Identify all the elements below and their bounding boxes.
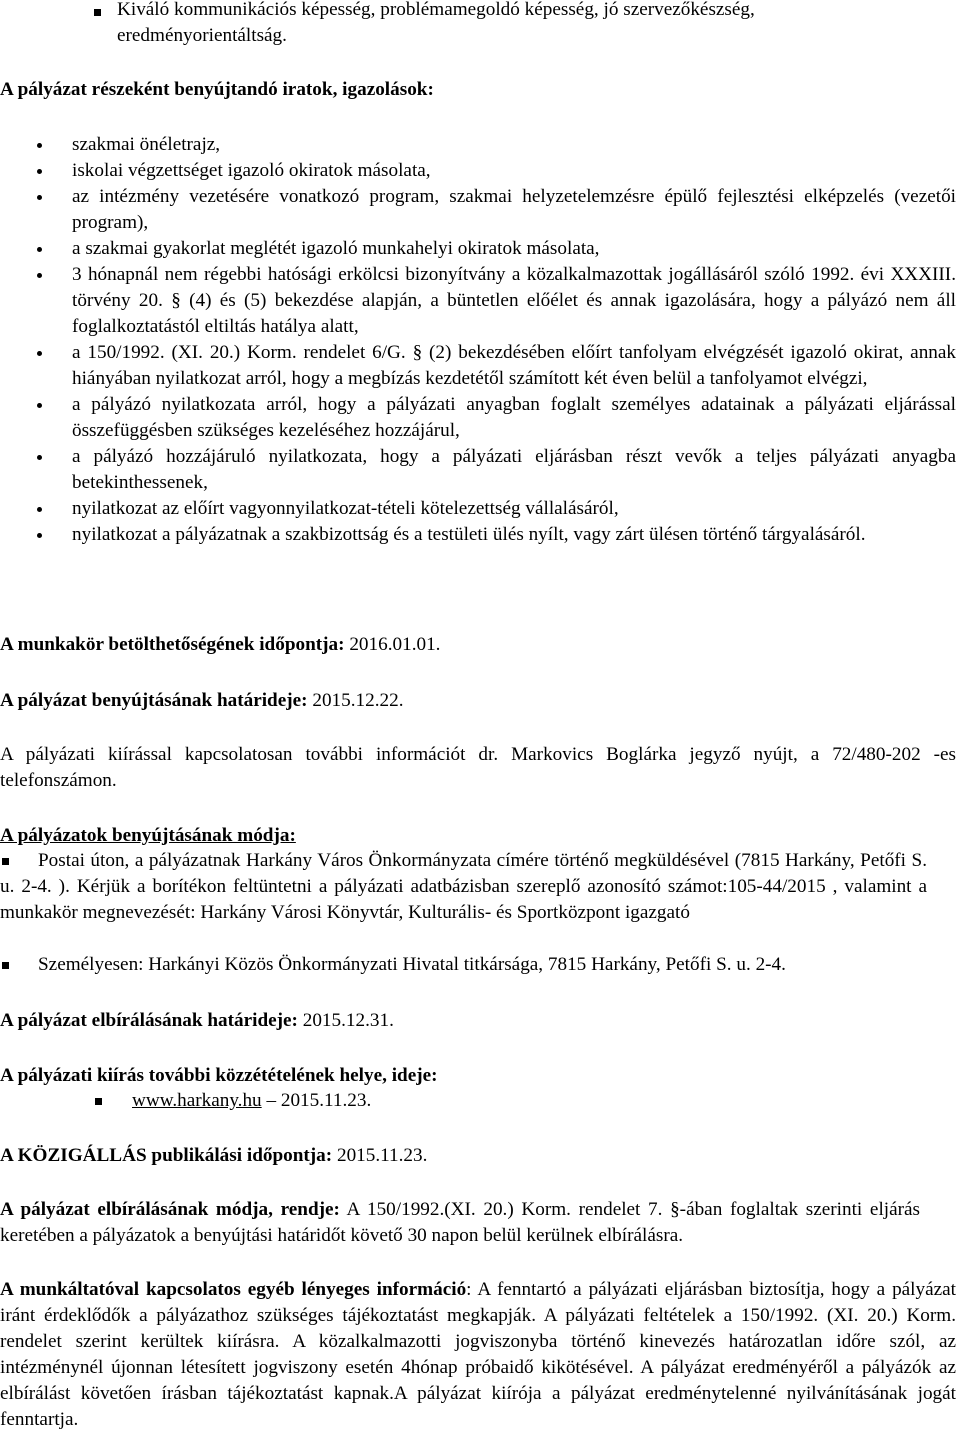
document-list-item-text: a pályázó hozzájáruló nyilatkozata, hogy a pályázati eljárásban részt vevők a teljes pályázati anyagba betekinthessenek, bbox=[72, 446, 956, 493]
bullet-dot-icon bbox=[37, 533, 42, 538]
square-bullet-icon bbox=[94, 9, 101, 16]
bullet-dot-icon bbox=[37, 507, 42, 512]
requirement-item: Kiváló kommunikációs képesség, problémamegoldó képesség, jó szervezőkészség, eredményorientáltság. bbox=[117, 0, 755, 46]
document-list-item-text: iskolai végzettséget igazoló okiratok másolata, bbox=[72, 160, 431, 181]
document-list-item bbox=[30, 522, 956, 548]
document-list-item bbox=[30, 340, 956, 392]
square-bullet-icon bbox=[95, 1098, 102, 1105]
start-date: A munkakör betölthetőségének időpontja: 2016.01.01. bbox=[0, 634, 441, 655]
documents-heading: A pályázat részeként benyújtandó iratok, igazolások: bbox=[0, 79, 434, 100]
publication-heading: A pályázati kiírás további közzétételének helye, ideje: bbox=[0, 1065, 438, 1086]
bullet-dot-icon bbox=[37, 169, 42, 174]
document-list-item bbox=[30, 444, 956, 496]
square-bullet-icon bbox=[2, 962, 9, 969]
evaluation-deadline: A pályázat elbírálásának határideje: 2015.12.31. bbox=[0, 1010, 394, 1031]
document-list-item bbox=[30, 236, 956, 262]
personal-submission: Személyesen: Harkányi Közös Önkormányzati Hivatal titkársága, 7815 Harkány, Petőfi S. u. 2-4. bbox=[38, 954, 786, 975]
document-list-item-text: a 150/1992. (XI. 20.) Korm. rendelet 6/G. § (2) bekezdésében előírt tanfolyam elvégzését igazoló okirat, annak hiányában nyilatkozat arról, hogy a megbízás kezdetétől számított két éven belül a tanfolyamot elvégzi, bbox=[72, 342, 956, 389]
kozigallas-date: A KÖZIGÁLLÁS publikálási időpontja: 2015.11.23. bbox=[0, 1145, 428, 1166]
bullet-dot-icon bbox=[37, 195, 42, 200]
document-list-item bbox=[30, 158, 956, 184]
document-list-item-text: nyilatkozat a pályázatnak a szakbizottság és a testületi ülés nyílt, vagy zárt ülésen történő tárgyalásáról. bbox=[72, 524, 866, 545]
bullet-dot-icon bbox=[37, 143, 42, 148]
document-list-item bbox=[30, 132, 956, 158]
bullet-dot-icon bbox=[37, 403, 42, 408]
document-list-item bbox=[30, 184, 956, 236]
bullet-dot-icon bbox=[37, 455, 42, 460]
evaluation-method: A pályázat elbírálásának módja, rendje: A 150/1992.(XI. 20.) Korm. rendelet 7. §-ában foglaltak szerinti eljárás keretében a pályázatok a benyújtási határidőt követő 30 napon belül kerülnek elbírálásra. bbox=[0, 1199, 920, 1246]
contact-info: A pályázati kiírással kapcsolatosan további információt dr. Markovics Boglárka jegyző nyújt, a 72/480-202 -es telefonszámon. bbox=[0, 744, 956, 791]
documents-list bbox=[30, 132, 956, 548]
postal-submission: Postai úton, a pályázatnak Harkány Város Önkormányzata címére történő megküldésével (7815 Harkány, Petőfi S. u. 2-4. ). Kérjük a borítékon feltüntetni a pályázati adatbázisban szereplő azonosító számot:105-44/2015 , valamint a munkakör megnevezését: Harkány Városi Könyvtár, Kulturális- és Sportközpont igazgató bbox=[0, 850, 927, 923]
bullet-dot-icon bbox=[37, 247, 42, 252]
document-list-item-text: szakmai önéletrajz, bbox=[72, 134, 221, 155]
document-list-item-text: az intézmény vezetésére vonatkozó program, szakmai helyzetelemzésre épülő fejlesztési elképzelés (vezetői program), bbox=[72, 186, 956, 233]
publication-item: www.harkany.hu – 2015.11.23. bbox=[132, 1090, 372, 1111]
document-list-item-text: nyilatkozat az előírt vagyonnyilatkozat-tételi kötelezettség vállalásáról, bbox=[72, 498, 619, 519]
employer-info: A munkáltatóval kapcsolatos egyéb lényeges információ: A fenntartó a pályázati eljárásban biztosítja, hogy a pályázat iránt érdeklődők a pályázathoz szükséges tájékoztatást megkapják. A pályázati feltételek a 150/1992. (XI. 20.) Korm. rendelet szerint kerültek kiírásra. A közalkalmazotti jogviszonyba történő kinevezés határozatlan időre szól, az intézménynél újonnan létesített jogviszony esetén 4hónap próbaidő kikötésével. A pályázat eredményéről a pályázók az elbírálást követően írásban tájékoztatást kapnak.A pályázat kiírója a pályázat eredménytelenné nyilvánításának jogát fenntartja. bbox=[0, 1279, 956, 1430]
bullet-dot-icon bbox=[37, 351, 42, 356]
document-list-item-text: 3 hónapnál nem régebbi hatósági erkölcsi bizonyítvány a közalkalmazottak jogállásáról szóló 1992. évi XXXIII. törvény 20. § (4) és (5) bekezdése alapján, a büntetlen előélet és annak igazolására, hogy a pályázó nem áll foglalkoztatástól eltiltás hatálya alatt, bbox=[72, 264, 956, 337]
submission-heading: A pályázatok benyújtásának módja: bbox=[0, 825, 296, 846]
submission-deadline: A pályázat benyújtásának határideje: 2015.12.22. bbox=[0, 690, 404, 711]
document-list-item bbox=[30, 262, 956, 340]
document-list-item bbox=[30, 392, 956, 444]
document-list-item-text: a pályázó nyilatkozata arról, hogy a pályázati anyagban foglalt személyes adatainak a pályázati eljárással összefüggésben szükséges kezeléséhez hozzájárul, bbox=[72, 394, 956, 441]
document-list-item bbox=[30, 496, 956, 522]
bullet-dot-icon bbox=[37, 273, 42, 278]
document-list-item-text: a szakmai gyakorlat meglétét igazoló munkahelyi okiratok másolata, bbox=[72, 238, 600, 259]
harkany-link[interactable]: www.harkany.hu bbox=[132, 1090, 262, 1111]
